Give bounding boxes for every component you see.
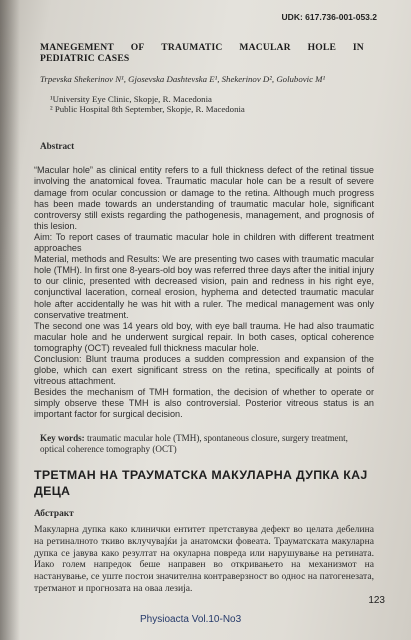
title-word: IN xyxy=(352,42,364,53)
page-number: 123 xyxy=(368,595,385,606)
abstract-paragraph: Conclusion: Blunt trauma produces a sudden compression and expansion of the globe, which can exert significant stress on the retina, specifically at points of vitreous attachment. xyxy=(34,353,374,387)
mk-title-line-2: ДЕЦА xyxy=(34,484,71,499)
title-word: MANEGEMENT xyxy=(40,42,114,53)
udk-code: UDK: 617.736-001-053.2 xyxy=(281,12,377,22)
journal-footer: Physioacta Vol.10-No3 xyxy=(140,614,242,625)
title-line-2: PEDIATRIC CASES xyxy=(40,53,130,64)
abstract-paragraph: The second one was 14 years old boy, with eye ball trauma. He had also traumatic macular hole and he underwent surgical repair. In both cases, optical coherence tomography (OCT) revealed full thickness macular hole. xyxy=(34,320,374,353)
keywords-label: Key words: xyxy=(40,432,85,443)
title-word: TRAUMATIC xyxy=(161,42,223,53)
keywords-text: traumatic macular hole (TMH), spontaneous closure, surgery treatment, optical coherence tomography (OCT) xyxy=(40,432,348,454)
affiliation: ² Public Hospital 8th September, Skopje, R. Macedonia xyxy=(50,104,245,115)
abstract-paragraph: “Macular hole” as clinical entity refers to a full thickness defect of the retinal tissue involving the anatomical fovea. Traumatic macular hole can be a result of severe damage from ocular concussion or damage to the retina. Although much progress has been made towards an understanding of traumatic macular hole, significant controversy still exists regarding the pathogenesis, management, and prognosis of this lesion. xyxy=(34,165,374,231)
title-word: HOLE xyxy=(307,42,337,53)
mk-title-line-1: ТРЕТМАН НА ТРАУМАТСКА МАКУЛАРНА ДУПКА КАЈ xyxy=(34,468,368,483)
title-line-1 xyxy=(40,42,374,53)
macedonian-title xyxy=(34,467,374,499)
page-shadow xyxy=(0,0,20,640)
title-word: OF xyxy=(130,42,145,53)
keywords xyxy=(40,433,374,456)
title-word: MACULAR xyxy=(239,42,291,53)
macedonian-abstract-text: Макуларна дупка како клинички ентитет претставува дефект во целата дебелина на ретиналното ткиво вклучувајќи ја анатомски фовеата. Трауматската макуларна дупка се јавува како резултат на окуларна повреда или нарушување на ретината. Иако голем напредок беше направен во откривањето на механизмот на настанување, се уште постои значителна контраверзност во однос на патогенезата, третманот и прогнозата на оваа лезија. xyxy=(34,523,374,594)
abstract-heading: Abstract xyxy=(40,140,75,151)
affiliation: ¹University Eye Clinic, Skopje, R. Macedonia xyxy=(50,93,212,104)
abstract-body xyxy=(34,165,374,420)
abstract-paragraph: Aim: To report cases of traumatic macular hole in children with different treatment approaches xyxy=(34,231,374,254)
abstract-paragraph: Besides the mechanism of TMH formation, the decision of whether to operate or simply observe these TMH is also controversial. Posterior vitreous status is an important factor for surgical decision. xyxy=(34,387,374,420)
affiliations xyxy=(50,94,374,115)
authors: Trpevska Shekerinov N¹, Gjosevska Dashtevska E¹, Shekerinov D², Golubovic M¹ xyxy=(40,74,326,84)
abstract-paragraph: Material, methods and Results: We are presenting two cases with traumatic macular hole (TMH). In first one 8-years-old boy was referred three days after the initial injury to our clinic, presented with decreased vision, pain and redness in his right eye, conjunctival laceration, corneal erosion, hyphema and detected traumatic macular hole after accidentally he was hit with a ruler. The medical management was only conservative treatment. xyxy=(34,254,374,320)
article-title xyxy=(40,42,374,64)
macedonian-abstract-heading: Абстракт xyxy=(34,509,74,520)
article-content xyxy=(34,42,374,595)
